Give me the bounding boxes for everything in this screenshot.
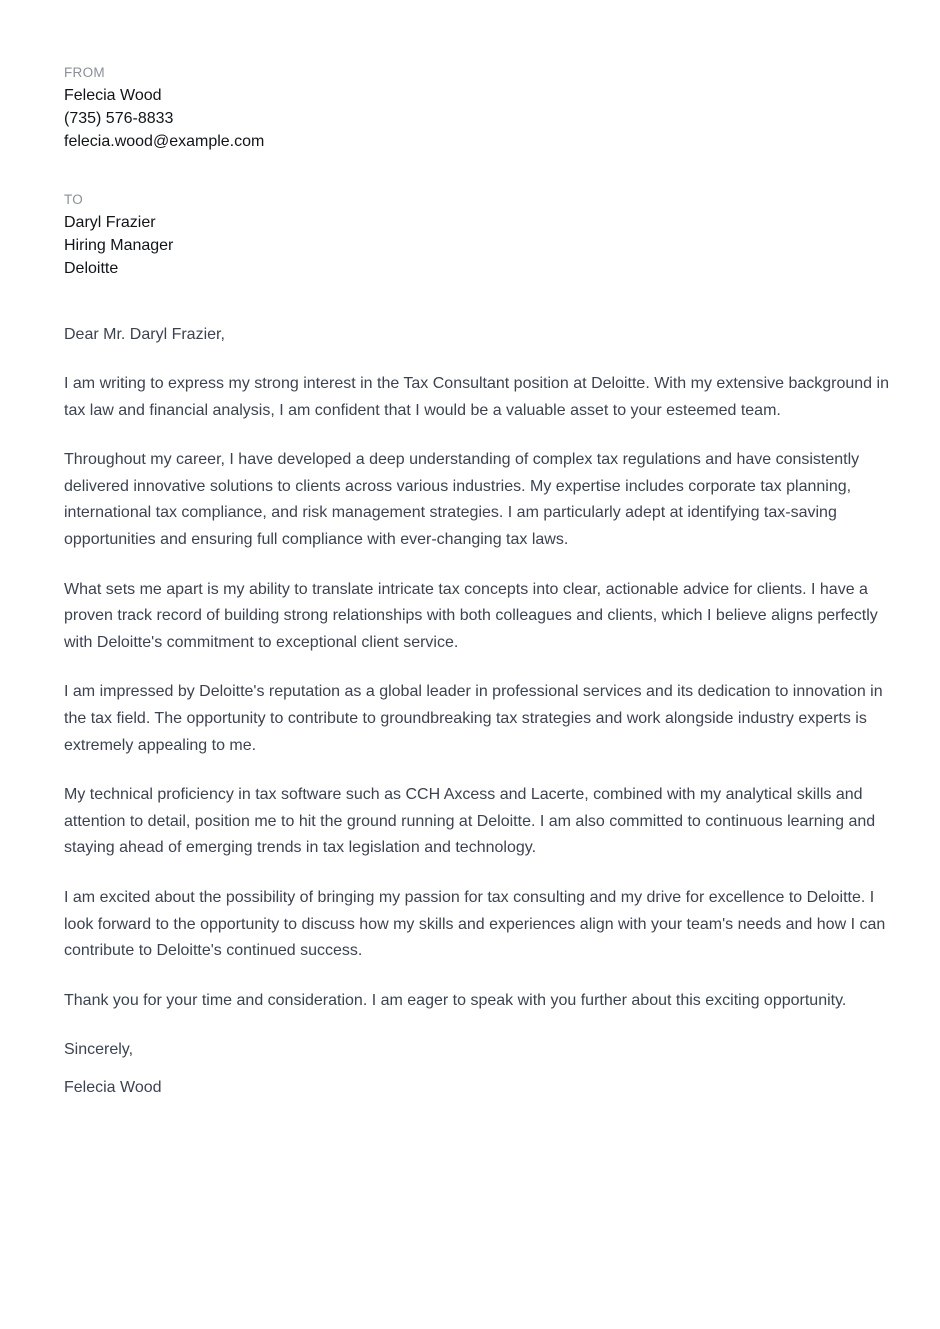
- sender-block: [64, 64, 888, 153]
- sender-phone: (735) 576-8833: [64, 110, 174, 127]
- from-label: FROM: [64, 65, 105, 80]
- body-paragraph: I am impressed by Deloitte's reputation as a global leader in professional services and its dedication to innovation in the tax field. The opportunity to contribute to groundbreaking tax strategies and work alongside industry experts is extremely appealing to me.: [64, 683, 883, 754]
- recipient-title: Hiring Manager: [64, 237, 174, 254]
- sender-name: Felecia Wood: [64, 87, 162, 104]
- closing: Sincerely,: [64, 1041, 134, 1059]
- recipient-block: [64, 191, 888, 280]
- body-paragraph: I am excited about the possibility of bringing my passion for tax consulting and my drive for excellence to Deloitte. I look forward to the opportunity to discuss how my skills and experiences align with your team's needs and how I can contribute to Deloitte's continued success.: [64, 888, 886, 960]
- recipient-name: Daryl Frazier: [64, 214, 156, 231]
- signature: Felecia Wood: [64, 1079, 162, 1097]
- sender-email: felecia.wood@example.com: [64, 133, 265, 150]
- body-paragraph: My technical proficiency in tax software such as CCH Axcess and Lacerte, combined with my analytical skills and attention to detail, position me to hit the ground running at Deloitte. I am also committed to continuous learning and staying ahead of emerging trends in tax legislation and technology.: [64, 786, 876, 857]
- body-paragraph: Throughout my career, I have developed a deep understanding of complex tax regulations and have consistently delivered innovative solutions to clients across various industries. My expertise includes corporate tax planning, international tax compliance, and risk management strategies. I am particularly adept at identifying tax-saving opportunities and ensuring full compliance with ever-changing tax laws.: [64, 451, 860, 548]
- body-paragraph: Thank you for your time and consideration. I am eager to speak with you further about this exciting opportunity.: [64, 991, 847, 1009]
- salutation: Dear Mr. Daryl Frazier,: [64, 326, 225, 343]
- to-label: TO: [64, 192, 84, 207]
- body-paragraph: What sets me apart is my ability to translate intricate tax concepts into clear, actionable advice for clients. I have a proven track record of building strong relationships with both colleagues and clients, which I believe aligns perfectly with Deloitte's commitment to exceptional client service.: [64, 580, 878, 651]
- body-paragraph: I am writing to express my strong interest in the Tax Consultant position at Deloitte. With my extensive background in tax law and financial analysis, I am confident that I would be a valuable asset to your esteemed team.: [64, 375, 889, 419]
- recipient-company: Deloitte: [64, 260, 119, 277]
